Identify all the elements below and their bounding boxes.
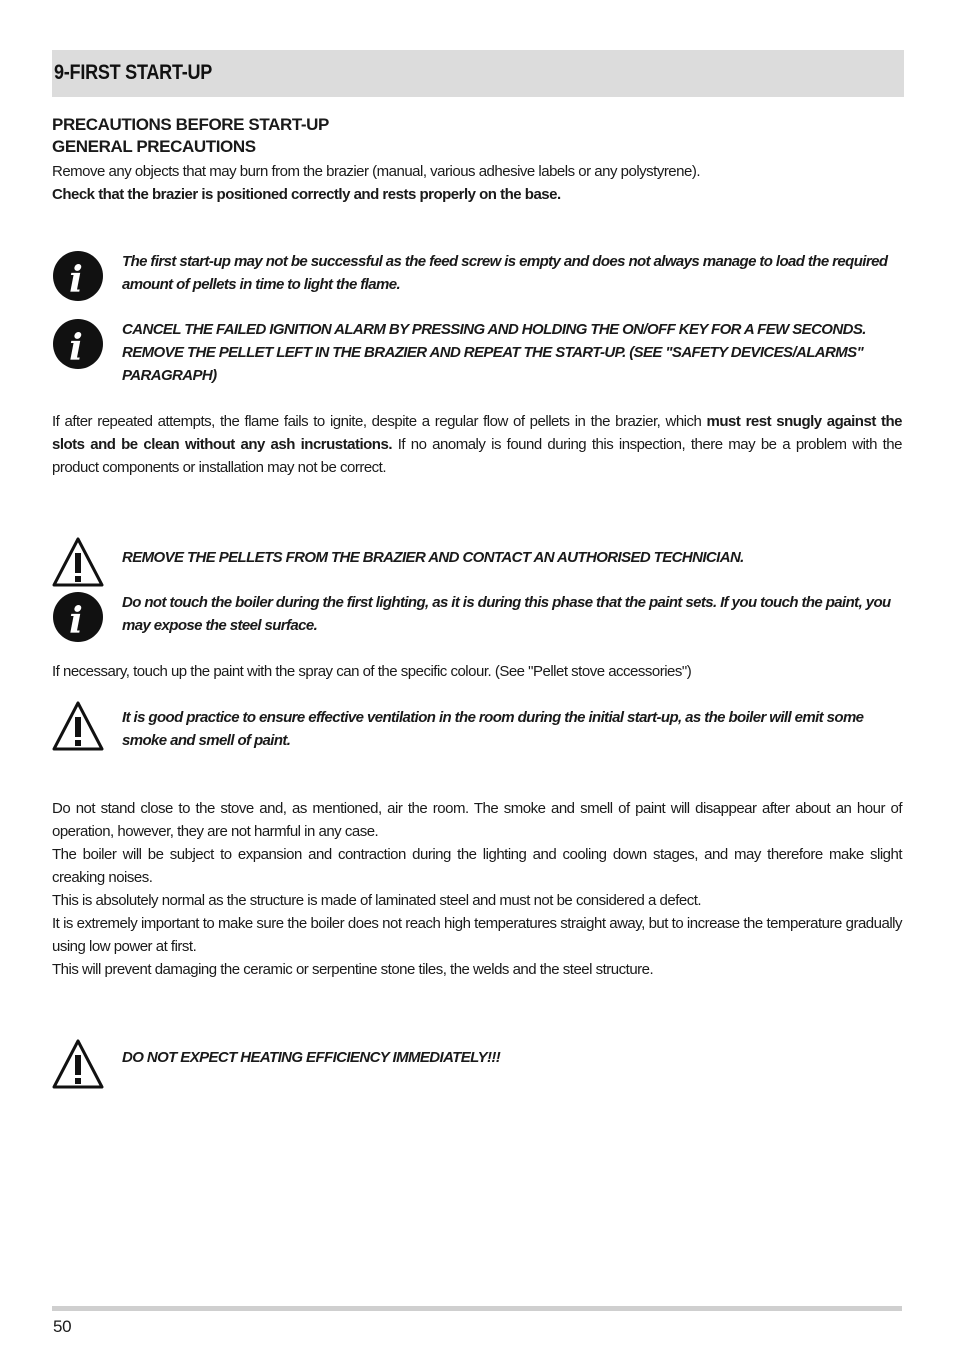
svg-text:i: i <box>69 259 83 301</box>
footer-divider <box>52 1306 902 1311</box>
svg-text:i: i <box>69 327 83 369</box>
touch-up-text: If necessary, touch up the paint with the spray can of the specific colour. (See "Pellet stove accessories") <box>52 663 692 680</box>
precautions-heading: PRECAUTIONS BEFORE START-UP <box>52 115 329 134</box>
note-text: REMOVE THE PELLETS FROM THE BRAZIER AND CONTACT AN AUTHORISED TECHNICIAN. <box>122 549 744 566</box>
page-number: 50 <box>53 1317 72 1336</box>
body-paragraph: Do not stand close to the stove and, as mentioned, air the room. The smoke and smell of paint will disappear after about an hour of operation, however, they are not harmful in any case. <box>52 800 902 840</box>
warning-icon <box>52 700 104 752</box>
warning-icon <box>52 1038 104 1090</box>
info-icon <box>52 591 104 643</box>
note-text: CANCEL THE FAILED IGNITION ALARM BY PRESSING AND HOLDING THE ON/OFF KEY FOR A FEW SECONDS. REMOVE THE PELLET LEFT IN THE BRAZIER AND REPEAT THE START-UP. (SEE "SAFETY DEVICES/ALARMS" PARAGRAPH) <box>122 321 866 384</box>
section-title-bar <box>52 50 904 97</box>
paragraph-text: If after repeated attempts, the flame fails to ignite, despite a regular flow of pellets in the brazier, which <box>52 413 707 430</box>
info-icon <box>52 318 104 370</box>
paragraph-text: If no anomaly is found during this inspection, there may be a problem with the product components or installation may not be correct. <box>52 436 902 476</box>
warning-icon <box>52 536 104 588</box>
check-brazier-text: Check that the brazier is positioned correctly and rests properly on the base. <box>52 186 561 203</box>
note-text: DO NOT EXPECT HEATING EFFICIENCY IMMEDIATELY!!! <box>122 1049 501 1066</box>
page-title: 9-FIRST START-UP <box>54 61 213 84</box>
body-paragraph: It is extremely important to make sure the boiler does not reach high temperatures straight away, but to increase the temperature gradually using low power at first. <box>52 915 902 955</box>
svg-text:i: i <box>69 600 83 642</box>
note-text: It is good practice to ensure effective ventilation in the room during the initial start-up, as the boiler will emit some smoke and smell of paint. <box>122 709 864 749</box>
note-text: The first start-up may not be successful as the feed screw is empty and does not always manage to load the required amount of pellets in time to light the flame. <box>122 253 888 293</box>
body-paragraph: The boiler will be subject to expansion and contraction during the lighting and cooling down stages, and may therefore make slight creaking noises. <box>52 846 902 886</box>
general-precautions-heading: GENERAL PRECAUTIONS <box>52 137 256 156</box>
body-paragraphs <box>52 797 902 981</box>
body-paragraph: This is absolutely normal as the structure is made of laminated steel and must not be considered a defect. <box>52 892 702 909</box>
body-paragraph: This will prevent damaging the ceramic or serpentine stone tiles, the welds and the steel structure. <box>52 961 654 978</box>
paragraph-bold-text: must rest snugly against the slots and be clean without any ash incrustations. <box>52 413 902 453</box>
note-text: Do not touch the boiler during the first lighting, as it is during this phase that the paint sets. If you touch the paint, you may expose the steel surface. <box>122 594 891 634</box>
remove-objects-text: Remove any objects that may burn from the brazier (manual, various adhesive labels or any polystyrene). <box>52 163 700 180</box>
info-icon <box>52 250 104 302</box>
repeated-attempts-paragraph <box>52 410 902 479</box>
